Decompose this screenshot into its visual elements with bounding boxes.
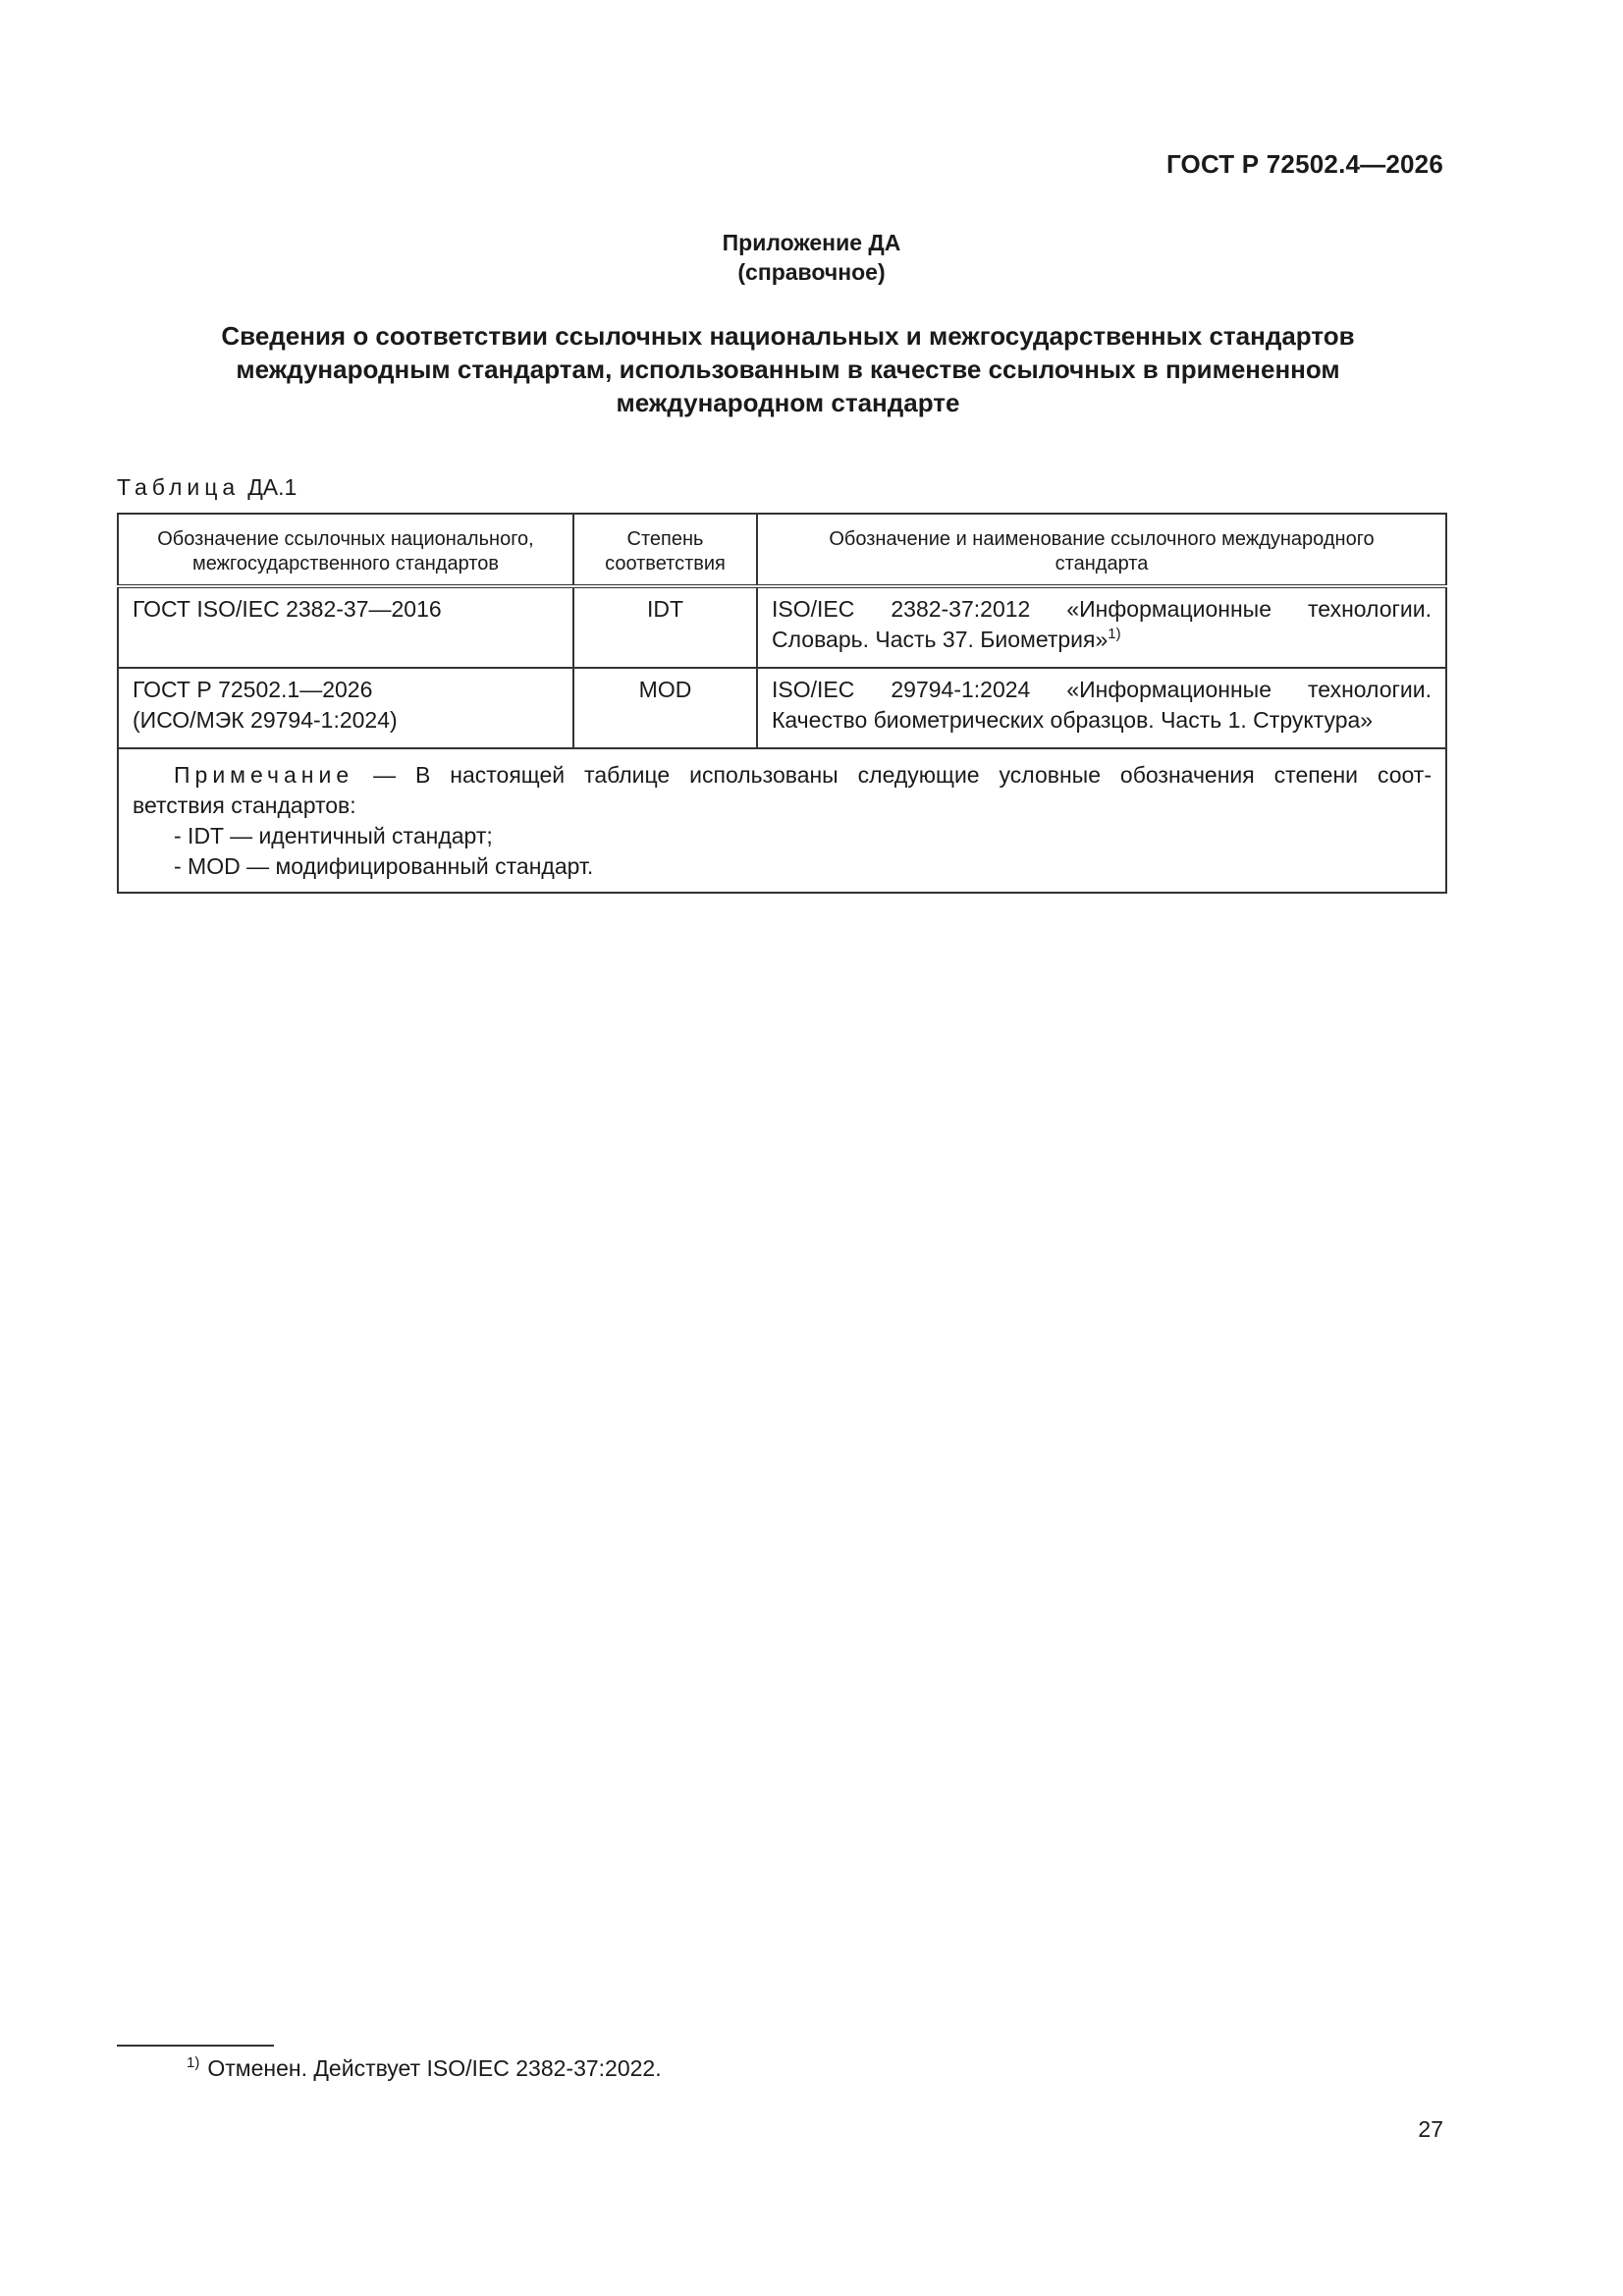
main-title [147,319,1429,419]
note-text-continuation: ветствия стандартов: [133,793,356,818]
appendix-title: Приложение ДА [722,230,901,255]
international-standard-cell: ISO/IEC 2382-37:2012 «Информационные технологии. Словарь. Часть 37. Биометрия»$^{1)}$ [757,586,1446,668]
table-caption [117,474,297,501]
appendix-subtitle: (справочное) [737,259,886,285]
appendix-heading [0,228,1623,287]
standards-correspondence-table [117,513,1447,894]
footnote-text: Отменен. Действует ISO/IEC 2382-37:2022. [207,2055,662,2081]
table-row [118,586,1446,668]
international-standard-cell: ISO/IEC 29794-1:2024 «Информационные технологии. Качество биометрических образцов. Часть 1. Структура» [757,668,1446,748]
footnote-reference: 1) [1108,626,1121,642]
note-label: Примечание [174,762,354,788]
note-text: — В настоящей таблице использованы следующие условные обозначения степени соот- [373,762,1432,788]
main-title-line-2: международным стандартам, использованным в качестве ссылочных в примененном [236,355,1340,384]
table-caption-number: ДА.1 [247,474,298,500]
table-note-row [118,748,1446,893]
note-item-mod: - MOD — модифицированный стандарт. [174,853,594,879]
note-item-idt: - IDT — идентичный стандарт; [174,823,493,848]
national-standard-cell: ГОСТ ISO/IEC 2382-37—2016 [118,586,573,668]
table-row [118,668,1446,748]
header-international-standard: Обозначение и наименование ссылочного международного стандарта [757,514,1446,586]
main-title-line-1: Сведения о соответствии ссылочных национальных и межгосударственных стандартов [221,321,1355,351]
national-standard-cell: ГОСТ Р 72502.1—2026 (ИСО/МЭК 29794-1:2024) [118,668,573,748]
footnote-divider [117,2045,274,2047]
footnote-mark: 1) [187,2054,200,2071]
header-national-standard: Обозначение ссылочных национального, межгосударственного стандартов [118,514,573,586]
table-caption-label: Таблица [117,474,241,500]
table-header-row [118,514,1446,586]
page-number: 27 [1418,2116,1443,2142]
footnote [187,2055,662,2082]
header-degree: Степень соответствия [573,514,757,586]
degree-cell: IDT [573,586,757,668]
document-code: ГОСТ Р 72502.4—2026 [1165,149,1443,179]
table-note [118,748,1446,893]
degree-cell: MOD [573,668,757,748]
main-title-line-3: международном стандарте [616,388,960,417]
